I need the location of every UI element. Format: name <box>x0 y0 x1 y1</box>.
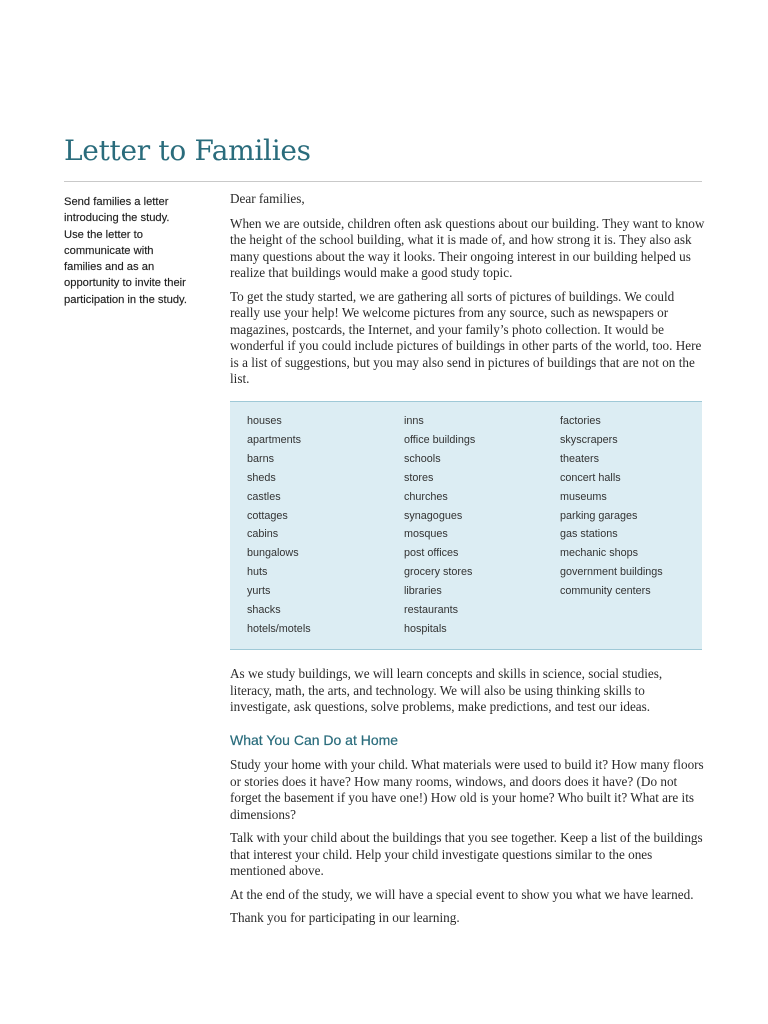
letter-paragraph-home-study: Study your home with your child. What materials were used to build it? How many floors or stories does it have? How many rooms, windows, and doors does it have? (Do not forget the basement if you have one!) How old is your home? Who built it? What are its dimensions? <box>230 757 704 822</box>
suggestion-item: schools <box>404 452 441 465</box>
suggestion-item: hospitals <box>404 622 447 635</box>
suggestion-item: government buildings <box>560 566 663 579</box>
suggestion-item: cabins <box>247 528 279 541</box>
suggestion-item: hotels/motels <box>247 622 311 635</box>
suggestions-column-2 <box>404 412 475 639</box>
suggestion-item: bungalows <box>247 547 299 560</box>
suggestion-item: yurts <box>247 585 271 598</box>
suggestion-item: restaurants <box>404 604 459 617</box>
letter-body-lower <box>230 666 705 934</box>
sidebar-note: Send families a letter introducing the study. Use the letter to communicate with families and as an opportunity to invite their participation in the study. <box>64 196 187 306</box>
suggestion-item: mosques <box>404 528 448 541</box>
suggestion-item: parking garages <box>560 509 638 522</box>
suggestion-item: shacks <box>247 604 281 617</box>
suggestion-item: huts <box>247 566 268 579</box>
letter-body-upper <box>230 191 705 395</box>
suggestion-item: churches <box>404 490 448 503</box>
suggestion-item: libraries <box>404 585 442 598</box>
suggestion-item: mechanic shops <box>560 547 639 560</box>
suggestion-item: grocery stores <box>404 566 473 579</box>
suggestion-item: stores <box>404 471 434 484</box>
letter-paragraph-learning: As we study buildings, we will learn concepts and skills in science, social studies, literacy, math, the arts, and technology. We will also be using thinking skills to investigate, ask questions, solve problems, make predictions, and test our ideas. <box>230 666 663 714</box>
section-heading-home: What You Can Do at Home <box>230 731 399 748</box>
suggestion-item: museums <box>560 490 607 503</box>
suggestion-item: concert halls <box>560 471 621 484</box>
suggestion-item: houses <box>247 415 282 427</box>
suggestions-column-1 <box>247 412 311 639</box>
letter-paragraph-thanks: Thank you for participating in our learning. <box>230 910 460 925</box>
suggestion-item: community centers <box>560 585 651 598</box>
page-title: Letter to Families <box>64 134 311 167</box>
suggestion-item: gas stations <box>560 528 618 541</box>
letter-paragraph-pictures: To get the study started, we are gathering all sorts of pictures of buildings. We could really use your help! We welcome pictures from any source, such as newspapers or magazines, postcards, the Internet, and your family’s photo collection. It would be wonderful if you could include pictures of buildings in other parts of the world, too. Here is a list of suggestions, but you may also send in pictures of buildings that are not on the list. <box>230 288 702 386</box>
suggestion-item: castles <box>247 490 281 503</box>
building-suggestions-box <box>230 401 702 650</box>
title-divider <box>64 181 702 182</box>
suggestion-item: cottages <box>247 509 288 522</box>
suggestion-item: theaters <box>560 452 600 465</box>
suggestions-column-3 <box>560 412 663 601</box>
suggestion-item: barns <box>247 452 275 465</box>
letter-paragraph-intro: When we are outside, children often ask questions about our building. They want to know the height of the school building, what it is made of, and how strong it is. They also ask many questions about the way it looks. Their ongoing interest in our building helped us realize that buildings would make a good study topic. <box>230 215 705 280</box>
suggestion-item: office buildings <box>404 433 476 446</box>
suggestion-item: skyscrapers <box>560 433 618 446</box>
letter-paragraph-talk: Talk with your child about the buildings that you see together. Keep a list of the buildings that interest your child. Help your child investigate questions similar to the ones mentioned above. <box>230 830 703 878</box>
letter-greeting: Dear families, <box>230 191 305 206</box>
suggestion-item: factories <box>560 415 601 427</box>
suggestion-item: apartments <box>247 433 302 446</box>
letter-paragraph-event: At the end of the study, we will have a special event to show you what we have learned. <box>230 886 694 902</box>
suggestion-item: inns <box>404 415 424 427</box>
suggestion-item: post offices <box>404 547 459 560</box>
suggestion-item: synagogues <box>404 509 463 522</box>
suggestion-item: sheds <box>247 471 276 484</box>
